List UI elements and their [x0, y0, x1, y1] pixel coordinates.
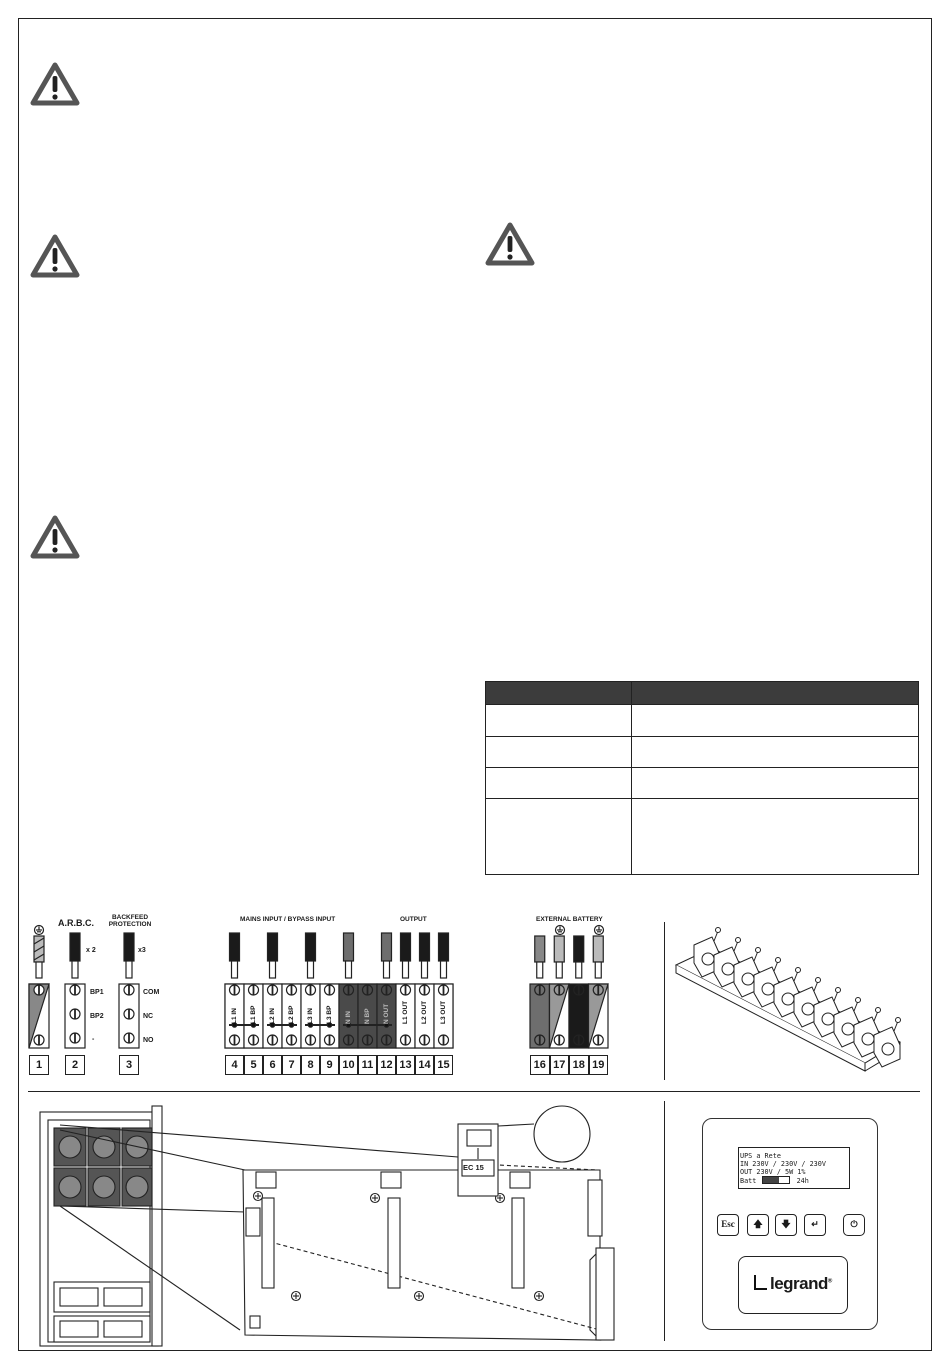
- terminal-number: 7: [282, 1055, 301, 1075]
- terminal-number: 14: [415, 1055, 434, 1075]
- terminal-number: 8: [301, 1055, 320, 1075]
- earth-ground-icon: [595, 926, 604, 935]
- terminal-number: 1: [29, 1055, 49, 1075]
- terminal-number: 6: [263, 1055, 282, 1075]
- earth-ground-icon: [556, 926, 565, 935]
- terminal-number: 12: [377, 1055, 396, 1075]
- lcd-display: [738, 1147, 850, 1189]
- arrow-down-icon: 🡇: [781, 1219, 791, 1229]
- terminal-number: 10: [339, 1055, 358, 1075]
- terminal-label: N IN: [344, 1011, 352, 1024]
- power-icon: ⏻: [850, 1220, 858, 1230]
- terminal-number: 4: [225, 1055, 244, 1075]
- output-title: OUTPUT: [400, 916, 427, 923]
- terminal-number: 18: [569, 1055, 589, 1075]
- terminal-number: 19: [589, 1055, 609, 1075]
- terminal-number: 5: [244, 1055, 263, 1075]
- terminal-number: 9: [320, 1055, 339, 1075]
- terminal-label-bp1: BP1: [90, 989, 104, 996]
- terminal-number: 16: [530, 1055, 550, 1075]
- enter-icon: ↵: [811, 1219, 819, 1229]
- backfeed-title: BACKFEED PROTECTION: [108, 914, 152, 928]
- terminal-number: 2: [65, 1055, 85, 1075]
- terminal-label-minus: -: [92, 1036, 95, 1043]
- terminal-label: L2 BP: [287, 1005, 295, 1024]
- multiplier-label: x 2: [86, 947, 96, 954]
- terminal-label: L1 IN: [230, 1008, 238, 1024]
- terminal-number: 13: [396, 1055, 415, 1075]
- lcd-line: IN 230V / 230V / 230V: [740, 1160, 826, 1168]
- arrow-down-button[interactable]: [775, 1214, 797, 1236]
- lcd-line: OUT 230V / 5W 1%: [740, 1168, 806, 1176]
- terminal-label-com: COM: [143, 989, 160, 996]
- lcd-line: [739, 1176, 849, 1185]
- terminal-label-nc: NC: [143, 1013, 154, 1020]
- terminal-label-bp2: BP2: [90, 1013, 104, 1020]
- lcd-line: UPS a Rete: [740, 1152, 781, 1160]
- earth-ground-icon: [35, 926, 44, 935]
- legrand-logo: legrand®: [754, 1274, 832, 1294]
- mains-input-title: MAINS INPUT / BYPASS INPUT: [240, 916, 336, 923]
- esc-key[interactable]: Esc: [717, 1214, 739, 1236]
- terminal-label: L2 OUT: [420, 1000, 428, 1024]
- terminal-label-no: NO: [143, 1037, 154, 1044]
- multiplier-label: x3: [138, 947, 146, 954]
- terminal-label: N OUT: [382, 1003, 390, 1024]
- terminal-label: L2 IN: [268, 1008, 276, 1024]
- terminal-label: N BP: [363, 1008, 371, 1024]
- terminal-label: L3 IN: [306, 1008, 314, 1024]
- terminal-number: 15: [434, 1055, 453, 1075]
- terminal-label: L1 BP: [249, 1005, 257, 1024]
- enter-button[interactable]: [804, 1214, 826, 1236]
- battery-label: Batt: [740, 1177, 757, 1185]
- terminal-number: 17: [550, 1055, 570, 1075]
- terminal-label: L3 OUT: [439, 1000, 447, 1024]
- arrow-up-button[interactable]: [747, 1214, 769, 1236]
- chip-label: EC 15: [463, 1163, 484, 1172]
- logo-mark-icon: [754, 1275, 767, 1290]
- terminal-number: 3: [119, 1055, 139, 1075]
- arrow-up-icon: 🡅: [753, 1219, 763, 1229]
- battery-gauge: [762, 1176, 790, 1184]
- arbc-title: A.R.B.C.: [58, 918, 94, 928]
- power-button[interactable]: [843, 1214, 865, 1236]
- terminal-number: 11: [358, 1055, 377, 1075]
- external-battery-title: EXTERNAL BATTERY: [536, 916, 603, 923]
- battery-autonomy: 24h: [796, 1177, 809, 1185]
- terminal-label: L1 OUT: [401, 1000, 409, 1024]
- terminal-label: L3 BP: [325, 1005, 333, 1024]
